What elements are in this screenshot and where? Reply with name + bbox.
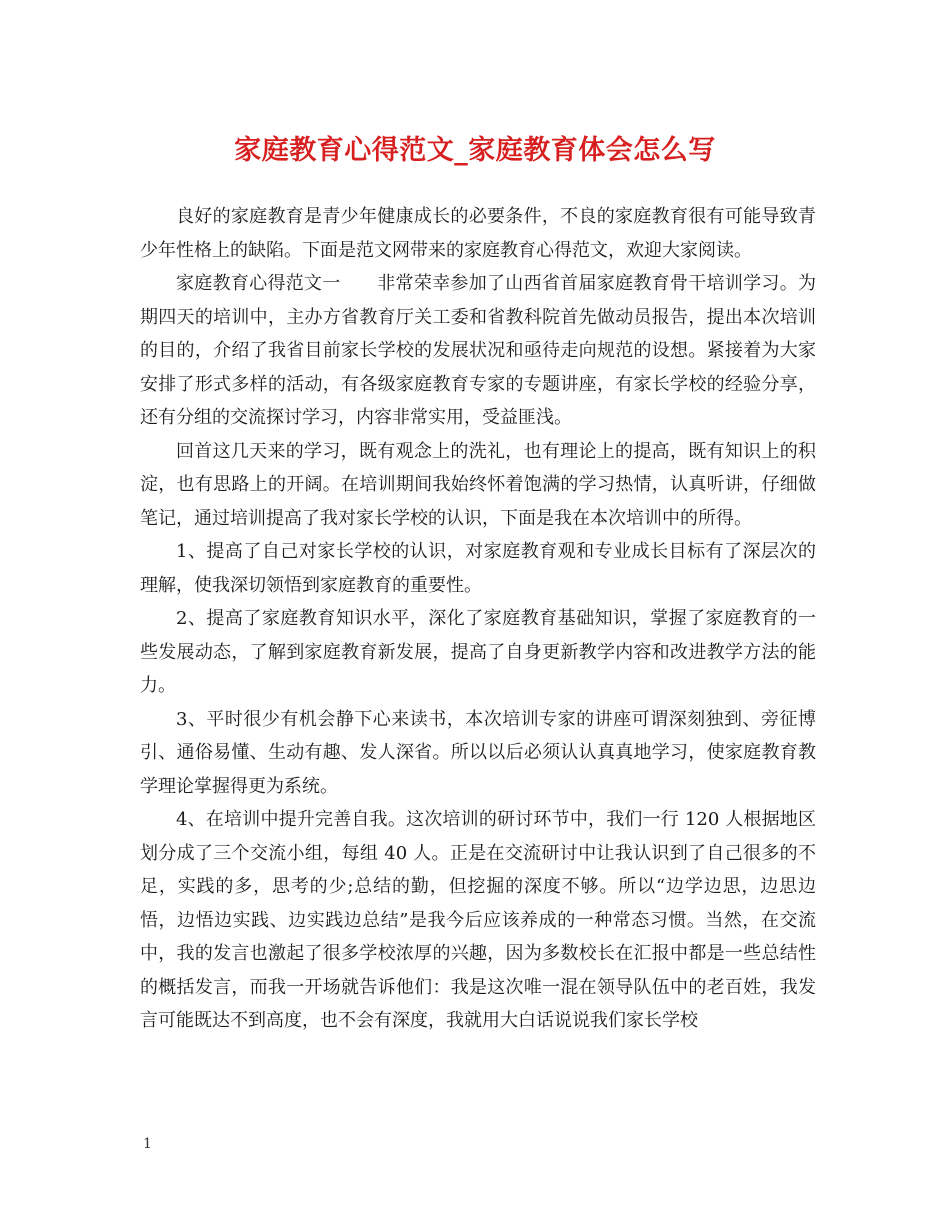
page-number: 1 bbox=[143, 1136, 152, 1152]
paragraph-point-4: 4、在培训中提升完善自我。这次培训的研讨环节中，我们一行 120 人根据地区划分成了三个交流小组，每组 40 人。正是在交流研讨中让我认识到了自己很多的不足，实践的多，思考的少;总结的勤，但挖掘的深度不够。所以“边学边思，边思边悟，边悟边实践、边实践边总结”是我今后应该养成的一种常态习惯。当然，在交流中，我的发言也激起了很多学校浓厚的兴趣，因为多数校长在汇报中都是一些总结性的概括发言，而我一开场就告诉他们：我是这次唯一混在领导队伍中的老百姓，我发言可能既达不到高度，也不会有深度，我就用大白话说说我们家长学校 bbox=[140, 809, 816, 1031]
paragraph-point-3: 3、平时很少有机会静下心来读书，本次培训专家的讲座可谓深刻独到、旁征博引、通俗易懂、生动有趣、发人深省。所以以后必须认认真真地学习，使家庭教育教学理论掌握得更为系统。 bbox=[140, 708, 816, 797]
document-title: 家庭教育心得范文_家庭教育体会怎么写 bbox=[234, 135, 716, 166]
paragraph-sample-one: 家庭教育心得范文一 非常荣幸参加了山西省首届家庭教育骨干培训学习。为期四天的培训中，主办方省教育厅关工委和省教科院首先做动员报告，提出本次培训的目的，介绍了我省目前家长学校的发展状况和亟待走向规范的设想。紧接着为大家安排了形式多样的活动，有各级家庭教育专家的专题讲座，有家长学校的经验分享，还有分组的交流探讨学习，内容非常实用，受益匪浅。 bbox=[140, 273, 816, 428]
document-body bbox=[140, 200, 816, 1038]
paragraph-point-1: 1、提高了自己对家长学校的认识，对家庭教育观和专业成长目标有了深层次的理解，使我深切领悟到家庭教育的重要性。 bbox=[140, 541, 816, 596]
paragraph-intro: 良好的家庭教育是青少年健康成长的必要条件，不良的家庭教育很有可能导致青少年性格上的缺陷。下面是范文网带来的家庭教育心得范文，欢迎大家阅读。 bbox=[140, 206, 816, 261]
paragraph-point-2: 2、提高了家庭教育知识水平，深化了家庭教育基础知识，掌握了家庭教育的一些发展动态，了解到家庭教育新发展，提高了自身更新教学内容和改进教学方法的能力。 bbox=[140, 608, 816, 696]
paragraph-review: 回首这几天来的学习，既有观念上的洗礼，也有理论上的提高，既有知识上的积淀，也有思路上的开阔。在培训期间我始终怀着饱满的学习热情，认真听讲，仔细做笔记，通过培训提高了我对家长学校的认识，下面是我在本次培训中的所得。 bbox=[140, 440, 816, 529]
